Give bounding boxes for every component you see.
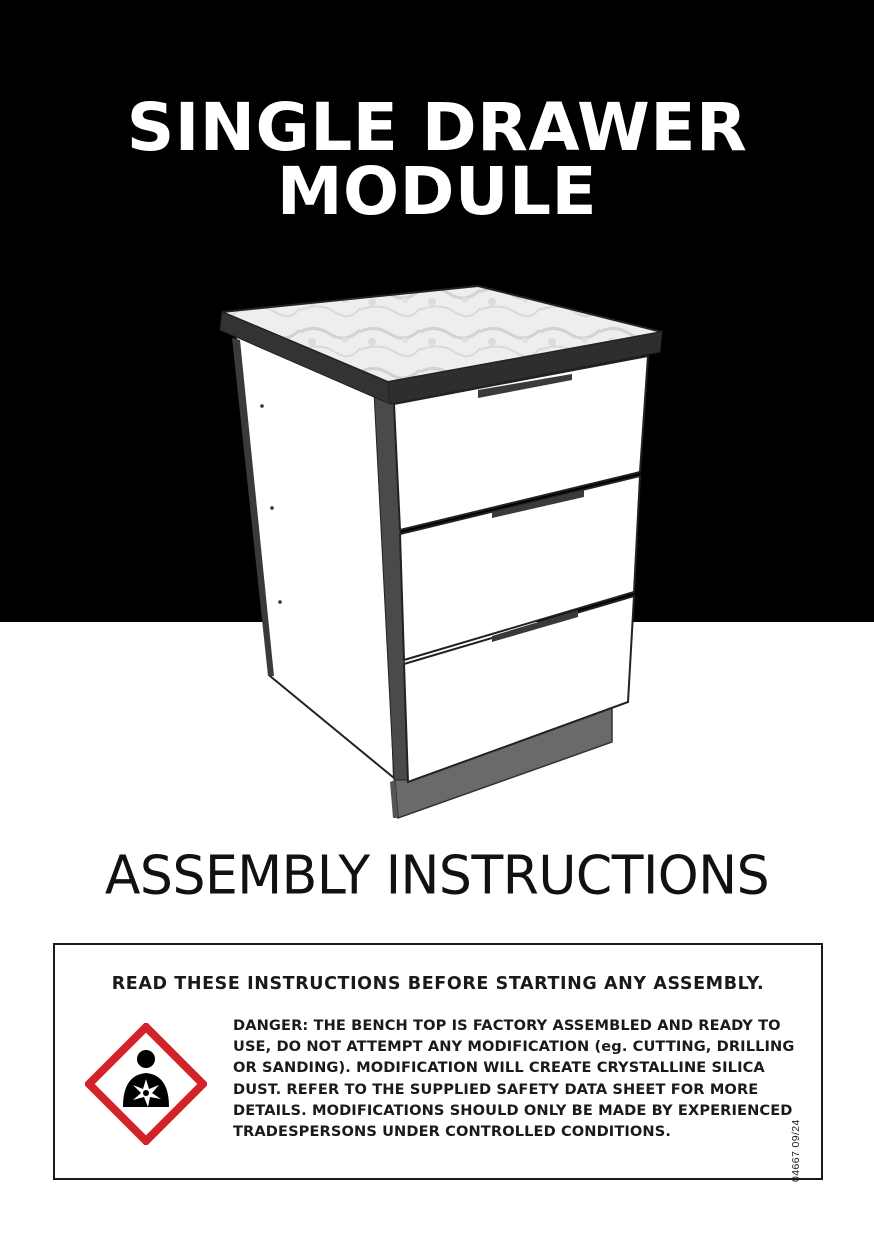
- warning-box: [53, 943, 823, 1180]
- subtitle-text: ASSEMBLY INSTRUCTIONS: [104, 845, 770, 907]
- warning-heading: READ THESE INSTRUCTIONS BEFORE STARTING ANY ASSEMBLY.: [111, 974, 765, 994]
- title-line-1: SINGLE DRAWER: [126, 89, 748, 166]
- danger-warning-text: DANGER: THE BENCH TOP IS FACTORY ASSEMBLED AND READY TO USE, DO NOT ATTEMPT ANY MODIFICATION (eg. CUTTING, DRILLING OR SANDING). MODIFICATION WILL CREATE CRYSTALLINE SILICA DUST. REFER TO THE SUPPLIED SAFETY DATA SHEET FOR MORE DETAILS. MODIFICATIONS SHOULD ONLY BE MADE BY EXPERIENCED TRADESPERSONS UNDER CONTROLLED CONDITIONS.: [233, 1017, 795, 1141]
- document-subtitle: [0, 846, 874, 906]
- health-hazard-icon: [85, 1023, 207, 1145]
- document-code: 04667 09/24: [790, 1119, 802, 1182]
- title-line-2: MODULE: [276, 153, 598, 230]
- side-panel: [232, 336, 394, 778]
